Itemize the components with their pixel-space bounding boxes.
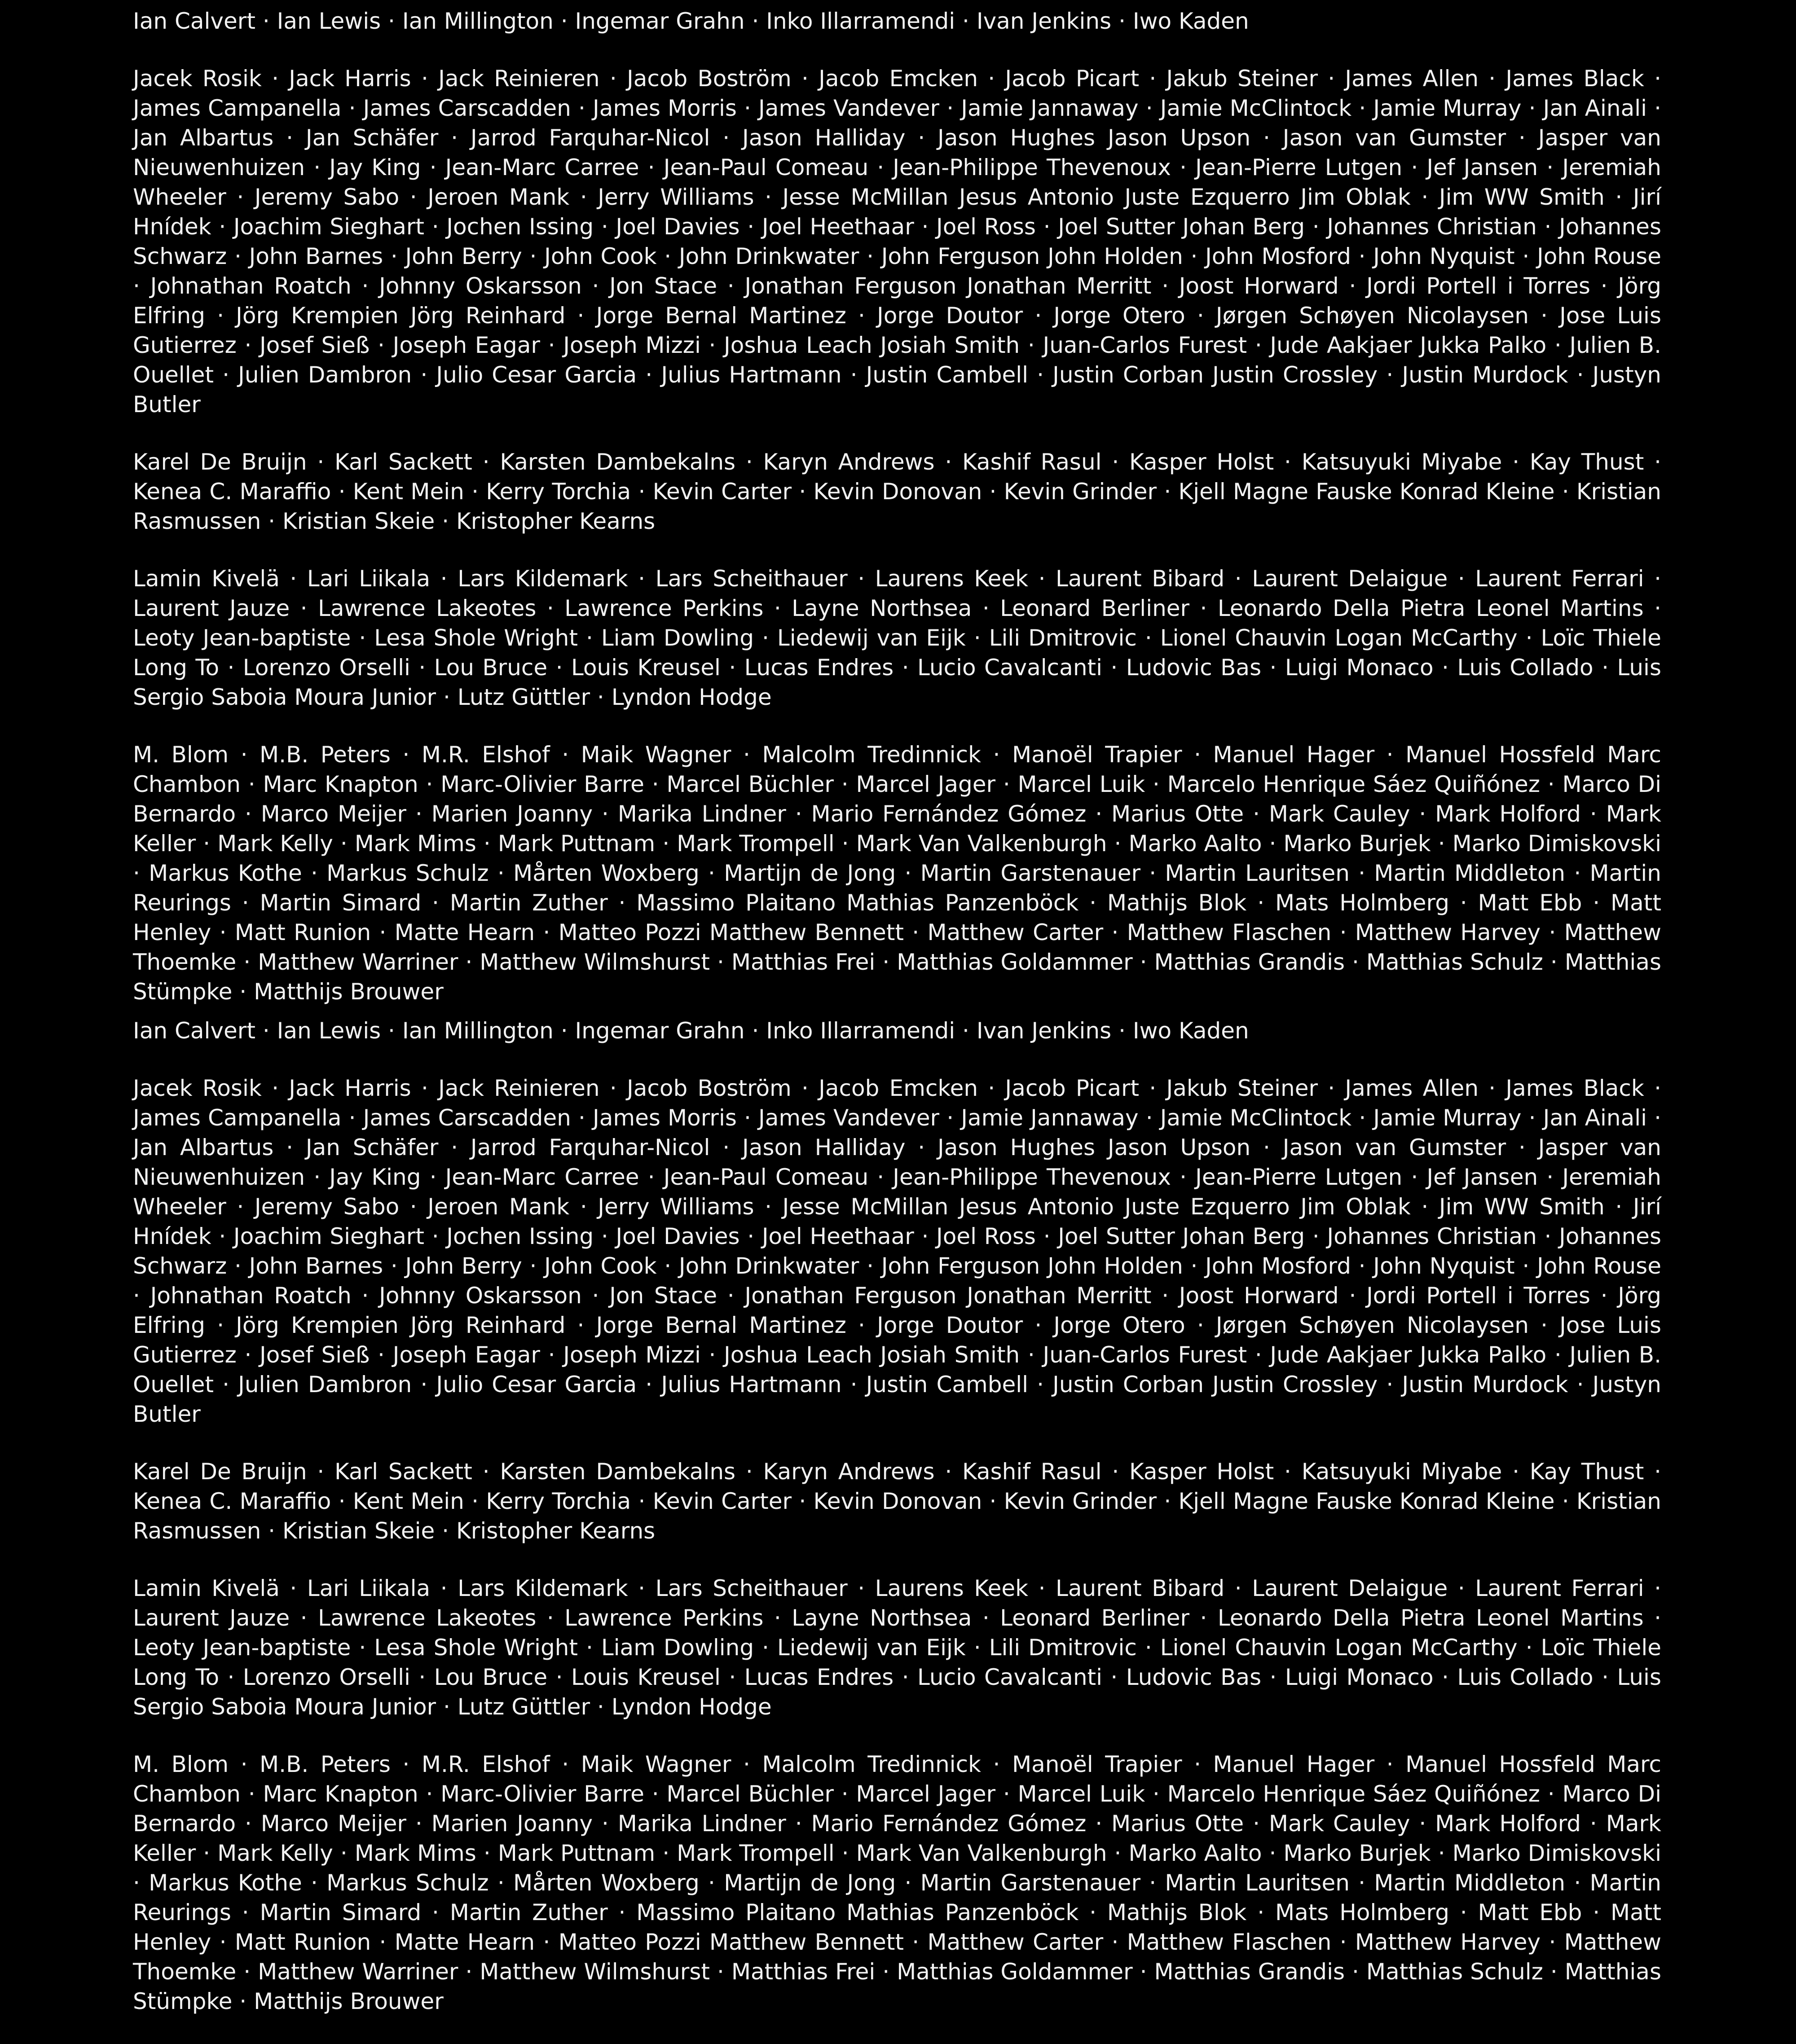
- credits-paragraph-l: Lamin Kivelä · Lari Liikala · Lars Kildemark · Lars Scheithauer · Laurens Keek · Laurent Bibard · Laurent Delaigue · Laurent Ferrari · Laurent Jauze · Lawrence Lakeotes · Lawrence Perkins · Layne Northsea · Leonard Berliner · Leonardo Della Pietra Leonel Martins · Leoty Jean-baptiste · Lesa Shole Wright · Liam Dowling · Liedewij van Eijk · Lili Dmitrovic · Lionel Chauvin Logan McCarthy · Loïc Thiele Long To · Lorenzo Orselli · Lou Bruce · Louis Kreusel · Lucas Endres · Lucio Cavalcanti · Ludovic Bas · Luigi Monaco · Luis Collado · Luis Sergio Saboia Moura Junior · Lutz Güttler · Lyndon Hodge: [133, 566, 1661, 710]
- credits-paragraph-k: Karel De Bruijn · Karl Sackett · Karsten Dambekalns · Karyn Andrews · Kashif Rasul · Kasper Holst · Katsuyuki Miyabe · Kay Thust · Kenea C. Maraffio · Kent Mein · Kerry Torchia · Kevin Carter · Kevin Donovan · Kevin Grinder · Kjell Magne Fauske Konrad Kleine · Kristian Rasmussen · Kristian Skeie · Kristopher Kearns: [133, 1459, 1661, 1544]
- credits-paragraph-l: Lamin Kivelä · Lari Liikala · Lars Kildemark · Lars Scheithauer · Laurens Keek · Laurent Bibard · Laurent Delaigue · Laurent Ferrari · Laurent Jauze · Lawrence Lakeotes · Lawrence Perkins · Layne Northsea · Leonard Berliner · Leonardo Della Pietra Leonel Martins · Leoty Jean-baptiste · Lesa Shole Wright · Liam Dowling · Liedewij van Eijk · Lili Dmitrovic · Lionel Chauvin Logan McCarthy · Loïc Thiele Long To · Lorenzo Orselli · Lou Bruce · Louis Kreusel · Lucas Endres · Lucio Cavalcanti · Ludovic Bas · Luigi Monaco · Luis Collado · Luis Sergio Saboia Moura Junior · Lutz Güttler · Lyndon Hodge: [133, 1575, 1661, 1720]
- credits-list-repeat: [133, 1016, 1661, 2044]
- credits-paragraph-m: M. Blom · M.B. Peters · M.R. Elshof · Maik Wagner · Malcolm Tredinnick · Manoël Trapier · Manuel Hager · Manuel Hossfeld Marc Chambon · Marc Knapton · Marc-Olivier Barre · Marcel Büchler · Marcel Jager · Marcel Luik · Marcelo Henrique Sáez Quiñónez · Marco Di Bernardo · Marco Meijer · Marien Joanny · Marika Lindner · Mario Fernández Gómez · Marius Otte · Mark Cauley · Mark Holford · Mark Keller · Mark Kelly · Mark Mims · Mark Puttnam · Mark Trompell · Mark Van Valkenburgh · Marko Aalto · Marko Burjek · Marko Dimiskovski · Markus Kothe · Markus Schulz · Mårten Woxberg · Martijn de Jong · Martin Garstenauer · Martin Lauritsen · Martin Middleton · Martin Reurings · Martin Simard · Martin Zuther · Massimo Plaitano Mathias Panzenböck · Mathijs Blok · Mats Holmberg · Matt Ebb · Matt Henley · Matt Runion · Matte Hearn · Matteo Pozzi Matthew Bennett · Matthew Carter · Matthew Flaschen · Matthew Harvey · Matthew Thoemke · Matthew Warriner · Matthew Wilmshurst · Matthias Frei · Matthias Goldammer · Matthias Grandis · Matthias Schulz · Matthias Stümpke · Matthijs Brouwer: [133, 742, 1661, 1005]
- credits-paragraph-i: Ian Calvert · Ian Lewis · Ian Millington · Ingemar Grahn · Inko Illarramendi · Ivan Jenkins · Iwo Kaden: [133, 8, 1249, 34]
- credits-paragraph-j: Jacek Rosik · Jack Harris · Jack Reinieren · Jacob Boström · Jacob Emcken · Jacob Picart · Jakub Steiner · James Allen · James Black · James Campanella · James Carscadden · James Morris · James Vandever · Jamie Jannaway · Jamie McClintock · Jamie Murray · Jan Ainali · Jan Albartus · Jan Schäfer · Jarrod Farquhar-Nicol · Jason Halliday · Jason Hughes Jason Upson · Jason van Gumster · Jasper van Nieuwenhuizen · Jay King · Jean-Marc Carree · Jean-Paul Comeau · Jean-Philippe Thevenoux · Jean-Pierre Lutgen · Jef Jansen · Jeremiah Wheeler · Jeremy Sabo · Jeroen Mank · Jerry Williams · Jesse McMillan Jesus Antonio Juste Ezquerro Jim Oblak · Jim WW Smith · Jirí Hnídek · Joachim Sieghart · Jochen Issing · Joel Davies · Joel Heethaar · Joel Ross · Joel Sutter Johan Berg · Johannes Christian · Johannes Schwarz · John Barnes · John Berry · John Cook · John Drinkwater · John Ferguson John Holden · John Mosford · John Nyquist · John Rouse · Johnathan Roatch · Johnny Oskarsson · Jon Stace · Jonathan Ferguson Jonathan Merritt · Joost Horward · Jordi Portell i Torres · Jörg Elfring · Jörg Krempien Jörg Reinhard · Jorge Bernal Martinez · Jorge Doutor · Jorge Otero · Jørgen Schøyen Nicolaysen · Jose Luis Gutierrez · Josef Sieß · Joseph Eagar · Joseph Mizzi · Joshua Leach Josiah Smith · Juan-Carlos Furest · Jude Aakjaer Jukka Palko · Julien B. Ouellet · Julien Dambron · Julio Cesar Garcia · Julius Hartmann · Justin Cambell · Justin Corban Justin Crossley · Justin Murdock · Justyn Butler: [133, 66, 1661, 418]
- credits-paragraph-i: Ian Calvert · Ian Lewis · Ian Millington · Ingemar Grahn · Inko Illarramendi · Ivan Jenkins · Iwo Kaden: [133, 1018, 1249, 1044]
- credits-list: [133, 6, 1661, 1034]
- credits-paragraph-j: Jacek Rosik · Jack Harris · Jack Reinieren · Jacob Boström · Jacob Emcken · Jacob Picart · Jakub Steiner · James Allen · James Black · James Campanella · James Carscadden · James Morris · James Vandever · Jamie Jannaway · Jamie McClintock · Jamie Murray · Jan Ainali · Jan Albartus · Jan Schäfer · Jarrod Farquhar-Nicol · Jason Halliday · Jason Hughes Jason Upson · Jason van Gumster · Jasper van Nieuwenhuizen · Jay King · Jean-Marc Carree · Jean-Paul Comeau · Jean-Philippe Thevenoux · Jean-Pierre Lutgen · Jef Jansen · Jeremiah Wheeler · Jeremy Sabo · Jeroen Mank · Jerry Williams · Jesse McMillan Jesus Antonio Juste Ezquerro Jim Oblak · Jim WW Smith · Jirí Hnídek · Joachim Sieghart · Jochen Issing · Joel Davies · Joel Heethaar · Joel Ross · Joel Sutter Johan Berg · Johannes Christian · Johannes Schwarz · John Barnes · John Berry · John Cook · John Drinkwater · John Ferguson John Holden · John Mosford · John Nyquist · John Rouse · Johnathan Roatch · Johnny Oskarsson · Jon Stace · Jonathan Ferguson Jonathan Merritt · Joost Horward · Jordi Portell i Torres · Jörg Elfring · Jörg Krempien Jörg Reinhard · Jorge Bernal Martinez · Jorge Doutor · Jorge Otero · Jørgen Schøyen Nicolaysen · Jose Luis Gutierrez · Josef Sieß · Joseph Eagar · Joseph Mizzi · Joshua Leach Josiah Smith · Juan-Carlos Furest · Jude Aakjaer Jukka Palko · Julien B. Ouellet · Julien Dambron · Julio Cesar Garcia · Julius Hartmann · Justin Cambell · Justin Corban Justin Crossley · Justin Murdock · Justyn Butler: [133, 1075, 1661, 1427]
- credits-paragraph-m: M. Blom · M.B. Peters · M.R. Elshof · Maik Wagner · Malcolm Tredinnick · Manoël Trapier · Manuel Hager · Manuel Hossfeld Marc Chambon · Marc Knapton · Marc-Olivier Barre · Marcel Büchler · Marcel Jager · Marcel Luik · Marcelo Henrique Sáez Quiñónez · Marco Di Bernardo · Marco Meijer · Marien Joanny · Marika Lindner · Mario Fernández Gómez · Marius Otte · Mark Cauley · Mark Holford · Mark Keller · Mark Kelly · Mark Mims · Mark Puttnam · Mark Trompell · Mark Van Valkenburgh · Marko Aalto · Marko Burjek · Marko Dimiskovski · Markus Kothe · Markus Schulz · Mårten Woxberg · Martijn de Jong · Martin Garstenauer · Martin Lauritsen · Martin Middleton · Martin Reurings · Martin Simard · Martin Zuther · Massimo Plaitano Mathias Panzenböck · Mathijs Blok · Mats Holmberg · Matt Ebb · Matt Henley · Matt Runion · Matte Hearn · Matteo Pozzi Matthew Bennett · Matthew Carter · Matthew Flaschen · Matthew Harvey · Matthew Thoemke · Matthew Warriner · Matthew Wilmshurst · Matthias Frei · Matthias Goldammer · Matthias Grandis · Matthias Schulz · Matthias Stümpke · Matthijs Brouwer: [133, 1751, 1661, 2014]
- credits-paragraph-k: Karel De Bruijn · Karl Sackett · Karsten Dambekalns · Karyn Andrews · Kashif Rasul · Kasper Holst · Katsuyuki Miyabe · Kay Thust · Kenea C. Maraffio · Kent Mein · Kerry Torchia · Kevin Carter · Kevin Donovan · Kevin Grinder · Kjell Magne Fauske Konrad Kleine · Kristian Rasmussen · Kristian Skeie · Kristopher Kearns: [133, 449, 1661, 534]
